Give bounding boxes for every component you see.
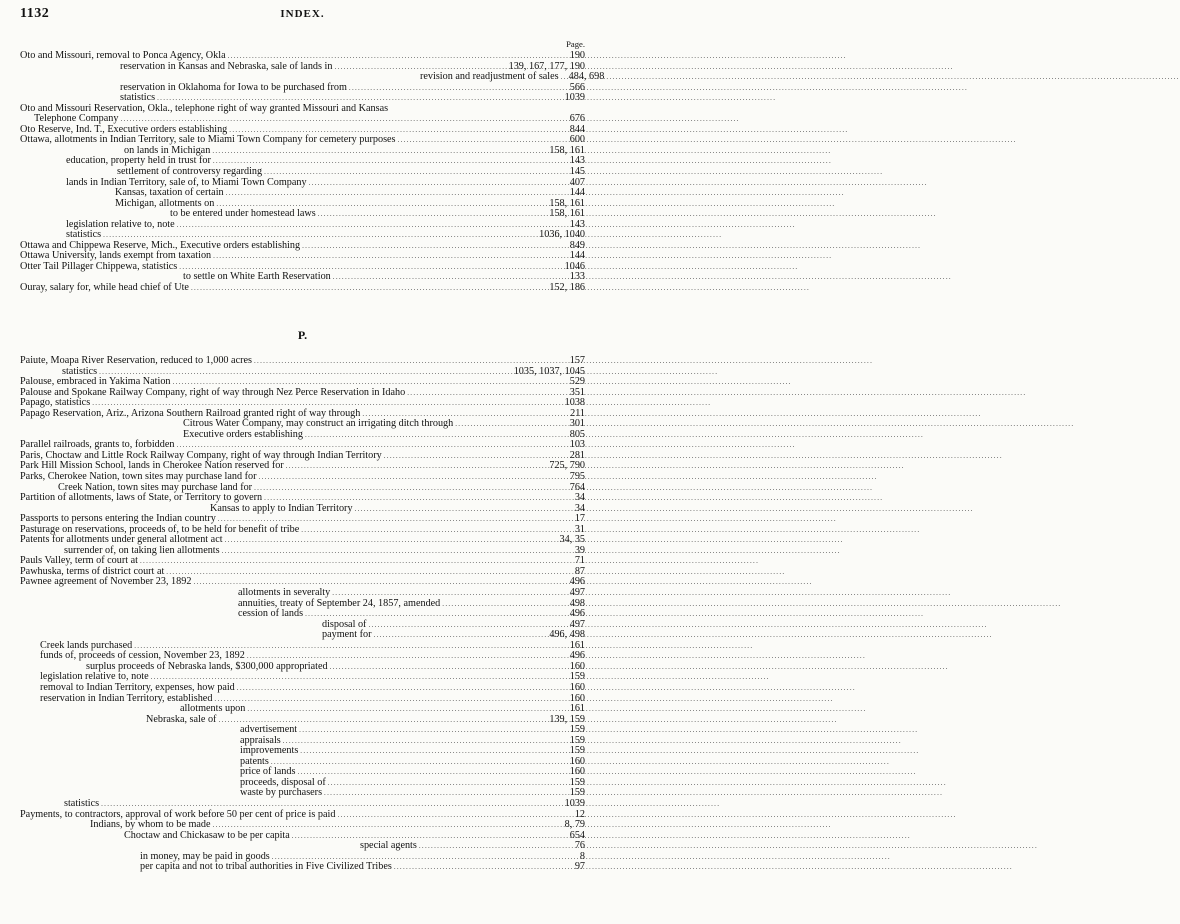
entry-text: Ottawa and Chippewa Reserve, Mich., Executive orders establishing bbox=[20, 239, 301, 251]
entry-text: Pawhuska, terms of district court at bbox=[20, 565, 165, 577]
dot-leader bbox=[264, 167, 568, 178]
dot-leader bbox=[283, 736, 568, 747]
entry-page-ref: 497 bbox=[569, 618, 585, 630]
entry-text: Patents for allotments under general allotment act bbox=[20, 534, 223, 546]
entry-text: statistics bbox=[66, 229, 102, 241]
index-section-o bbox=[20, 38, 605, 294]
dot-leader bbox=[214, 694, 567, 705]
entry-page-ref: 725, 790 bbox=[549, 460, 585, 472]
entry-page-ref: 161 bbox=[569, 703, 585, 715]
entry-text: Indians, by whom to be made bbox=[90, 819, 211, 831]
dot-leader bbox=[330, 662, 568, 673]
dot-leader bbox=[318, 209, 548, 220]
entry-page-ref: 8, 79 bbox=[564, 819, 585, 831]
entry-page-ref: 849 bbox=[569, 239, 585, 251]
entry-page-ref: 654 bbox=[569, 829, 585, 841]
entry-text: funds of, proceeds of cession, November 23, 1892 bbox=[40, 650, 245, 662]
dot-leader bbox=[299, 725, 568, 736]
entry-page-ref: 676 bbox=[569, 113, 585, 125]
entry-page-ref: 34 bbox=[574, 492, 585, 504]
entry-page-ref: 301 bbox=[569, 418, 585, 430]
entry-page-ref: 795 bbox=[569, 471, 585, 483]
page-column-label: Page. bbox=[566, 39, 585, 49]
entry-text: Pasturage on reservations, proceeds of, to be held for benefit of tribe bbox=[20, 523, 300, 535]
dot-leader bbox=[292, 831, 568, 842]
index-entry bbox=[20, 135, 585, 146]
entry-page-ref: 805 bbox=[569, 428, 585, 440]
entry-text: legislation relative to, note bbox=[66, 218, 175, 230]
dot-leader bbox=[259, 472, 568, 483]
entry-text: Citrous Water Company, may construct an irrigating ditch through bbox=[183, 418, 454, 430]
entry-page-ref: 34, 35 bbox=[559, 534, 585, 546]
dot-leader bbox=[225, 535, 558, 546]
dot-leader bbox=[286, 461, 548, 472]
index-entry bbox=[20, 620, 585, 631]
entry-page-ref: 139, 167, 177, 190 bbox=[508, 60, 585, 72]
entry-page-ref: 133 bbox=[569, 271, 585, 283]
index-entry bbox=[20, 736, 585, 747]
entry-text: education, property held in trust for bbox=[66, 155, 211, 167]
entry-text: appraisals bbox=[240, 734, 281, 746]
entry-text: revision and readjustment of sales bbox=[420, 71, 559, 83]
dot-leader bbox=[561, 72, 567, 83]
entry-page-ref: 529 bbox=[569, 376, 585, 388]
entry-text: special agents bbox=[360, 840, 417, 852]
entry-page-ref: 1039 bbox=[564, 92, 585, 104]
entry-page-ref: 159 bbox=[569, 745, 585, 757]
index-entry bbox=[20, 788, 585, 799]
entry-page-ref: 844 bbox=[569, 123, 585, 135]
index-section-p bbox=[20, 356, 585, 873]
entry-page-ref: 1035, 1037, 1045 bbox=[513, 365, 585, 377]
entry-page-ref: 1036, 1040 bbox=[539, 229, 585, 241]
index-entry bbox=[20, 862, 585, 873]
index-entry bbox=[20, 51, 585, 62]
page-number: 1132 bbox=[20, 6, 50, 21]
entry-page-ref: 143 bbox=[569, 218, 585, 230]
dot-leader bbox=[300, 746, 567, 757]
entry-text: statistics bbox=[120, 92, 156, 104]
entry-text: Pawnee agreement of November 23, 1892 bbox=[20, 576, 192, 588]
entry-page-ref: 159 bbox=[569, 724, 585, 736]
entry-text: reservation in Oklahoma for Iowa to be purchased from bbox=[120, 81, 347, 93]
index-entry bbox=[20, 588, 585, 599]
index-entry bbox=[20, 188, 585, 199]
entry-text: statistics bbox=[62, 365, 98, 377]
index-entry bbox=[20, 715, 585, 726]
entry-text: reservation in Kansas and Nebraska, sale of lands in bbox=[120, 60, 333, 72]
entry-page-ref: 159 bbox=[569, 787, 585, 799]
dot-leader bbox=[328, 778, 568, 789]
entry-text: Oto and Missouri, removal to Ponca Agency, Okla bbox=[20, 50, 226, 61]
dot-leader bbox=[368, 620, 567, 631]
dot-leader bbox=[254, 356, 568, 367]
entry-text: Creek Nation, town sites may purchase land for bbox=[58, 481, 253, 493]
entry-page-ref: 1046 bbox=[564, 260, 585, 272]
entry-text: Oto and Missouri Reservation, Okla., telephone right of way granted Missouri and Kansas bbox=[20, 102, 389, 114]
entry-text: Michigan, allotments on bbox=[115, 197, 215, 209]
entry-page-ref: 97 bbox=[574, 861, 585, 873]
dot-leader bbox=[374, 630, 548, 641]
dot-leader bbox=[177, 220, 568, 231]
entry-page-ref: 497 bbox=[569, 587, 585, 599]
index-entry bbox=[20, 356, 585, 367]
dot-leader bbox=[212, 146, 547, 157]
dot-leader bbox=[222, 546, 573, 557]
entry-page-ref: 1039 bbox=[564, 797, 585, 809]
index-entry bbox=[20, 704, 585, 715]
entry-text: allotments in severalty bbox=[238, 587, 331, 599]
entry-page-ref: 484, 698 bbox=[568, 71, 605, 83]
index-entry bbox=[20, 283, 585, 294]
entry-page-ref: 160 bbox=[569, 660, 585, 672]
index-entry bbox=[20, 841, 585, 852]
entry-page-ref: 496 bbox=[569, 608, 585, 620]
dot-leader bbox=[309, 178, 568, 189]
entry-text: disposal of bbox=[322, 618, 367, 630]
entry-text: Kansas to apply to Indian Territory bbox=[210, 502, 353, 514]
entry-text: surplus proceeds of Nebraska lands, $300,000 appropriated bbox=[86, 660, 328, 672]
entry-text: Otter Tail Pillager Chippewa, statistics bbox=[20, 260, 178, 272]
dot-leader bbox=[442, 599, 567, 610]
entry-page-ref: 76 bbox=[574, 840, 585, 852]
entry-text: price of lands bbox=[240, 766, 296, 778]
dot-leader bbox=[398, 135, 568, 146]
index-entry bbox=[20, 799, 585, 810]
dot-leader bbox=[228, 51, 568, 62]
entry-text: settlement of controversy regarding bbox=[117, 166, 263, 178]
entry-text: Executive orders establishing bbox=[183, 428, 303, 440]
dot-leader bbox=[455, 419, 567, 430]
entry-page-ref: 103 bbox=[569, 439, 585, 451]
index-entry bbox=[20, 694, 585, 705]
index-entry bbox=[20, 746, 585, 757]
index-entry bbox=[20, 167, 585, 178]
dot-leader bbox=[302, 241, 568, 252]
entry-page-ref: 158, 161 bbox=[549, 197, 585, 209]
entry-text: to be entered under homestead laws bbox=[170, 208, 316, 220]
entry-text: in money, may be paid in goods bbox=[140, 850, 270, 862]
dot-leader bbox=[333, 272, 568, 283]
entry-text: patents bbox=[240, 755, 269, 767]
entry-page-ref: 152, 186 bbox=[549, 282, 585, 294]
dot-leader bbox=[305, 430, 568, 441]
dot-leader bbox=[297, 767, 567, 778]
entry-page-ref: 498 bbox=[569, 597, 585, 609]
entry-page-ref: 39 bbox=[574, 544, 585, 556]
entry-page-ref: 158, 161 bbox=[549, 144, 585, 156]
dot-leader bbox=[324, 788, 568, 799]
entry-text: legislation relative to, note bbox=[40, 671, 149, 683]
entry-page-ref: 143 bbox=[569, 155, 585, 167]
entry-page-ref: 31 bbox=[574, 523, 585, 535]
entry-text: Pauls Valley, term of court at bbox=[20, 555, 138, 567]
entry-text: annuities, treaty of September 24, 1857, amended bbox=[238, 597, 441, 609]
dot-leader bbox=[101, 799, 563, 810]
entry-text: lands in Indian Territory, sale of, to Miami Town Company bbox=[66, 176, 307, 188]
entry-page-ref: 159 bbox=[569, 776, 585, 788]
entry-page-ref: 161 bbox=[569, 639, 585, 651]
index-entry bbox=[20, 725, 585, 736]
index-entry bbox=[20, 83, 585, 94]
entry-page-ref: 8 bbox=[579, 850, 585, 862]
entry-text: to settle on White Earth Reservation bbox=[183, 271, 331, 283]
entry-text: proceeds, disposal of bbox=[240, 776, 326, 788]
entry-text: Telephone Company bbox=[34, 113, 119, 125]
dot-leader bbox=[271, 757, 568, 768]
entry-page-ref: 71 bbox=[574, 555, 585, 567]
entry-page-ref: 211 bbox=[570, 407, 585, 419]
entry-page-ref: 600 bbox=[569, 134, 585, 146]
entry-page-ref: 281 bbox=[569, 449, 585, 461]
entry-text: improvements bbox=[240, 745, 299, 757]
entry-text: Creek lands purchased bbox=[40, 639, 133, 651]
entry-text: waste by purchasers bbox=[240, 787, 323, 799]
dot-leader bbox=[226, 188, 568, 199]
section-heading-p: P. bbox=[297, 328, 308, 342]
entry-text: Paris, Choctaw and Little Rock Railway Company, right of way through Indian Territory bbox=[20, 449, 382, 461]
entry-page-ref: 764 bbox=[569, 481, 585, 493]
index-entry bbox=[20, 220, 585, 231]
dot-leader bbox=[355, 504, 573, 515]
entry-text: reservation in Indian Territory, established bbox=[40, 692, 213, 704]
entry-text: Kansas, taxation of certain bbox=[115, 187, 224, 199]
index-entry bbox=[20, 820, 585, 831]
index-entry bbox=[20, 683, 585, 694]
index-entry bbox=[20, 757, 585, 768]
entry-text: Payments, to contractors, approval of work before 50 per cent of price is paid bbox=[20, 808, 336, 820]
index-entry bbox=[20, 472, 585, 483]
entry-text: Passports to persons entering the Indian country bbox=[20, 513, 216, 525]
dot-leader bbox=[247, 704, 567, 715]
entry-page-ref: 190 bbox=[569, 50, 585, 61]
entry-page-ref: 87 bbox=[574, 565, 585, 577]
entry-text: Papago Reservation, Ariz., Arizona Southern Railroad granted right of way through bbox=[20, 407, 361, 419]
entry-text: Palouse and Spokane Railway Company, right of way through Nez Perce Reservation in Idaho bbox=[20, 386, 406, 398]
dot-leader bbox=[213, 156, 568, 167]
entry-text: advertisement bbox=[240, 724, 298, 736]
dot-leader bbox=[254, 483, 568, 494]
entry-text: Choctaw and Chickasaw to be per capita bbox=[124, 829, 290, 841]
index-entry bbox=[20, 609, 585, 620]
dot-leader bbox=[140, 556, 573, 567]
dot-leader bbox=[237, 683, 568, 694]
entry-text: Palouse, embraced in Yakima Nation bbox=[20, 376, 171, 388]
entry-page-ref: 12 bbox=[574, 808, 585, 820]
entry-page-ref: 496 bbox=[569, 576, 585, 588]
entry-page-ref: 407 bbox=[569, 176, 585, 188]
dot-leader bbox=[332, 588, 567, 599]
entry-page-ref: 160 bbox=[569, 766, 585, 778]
entry-page-ref: 17 bbox=[574, 513, 585, 525]
entry-text: Parallel railroads, grants to, forbidden bbox=[20, 439, 175, 451]
entry-text: surrender of, on taking lien allotments bbox=[64, 544, 220, 556]
entry-page-ref: 157 bbox=[569, 355, 585, 366]
page-header bbox=[20, 4, 585, 24]
dot-leader bbox=[213, 251, 568, 262]
entry-text: Park Hill Mission School, lands in Cherokee Nation reserved for bbox=[20, 460, 284, 472]
dot-leader bbox=[419, 841, 573, 852]
entry-text: allotments upon bbox=[180, 703, 246, 715]
entry-page-ref: 1038 bbox=[564, 397, 585, 409]
dot-leader bbox=[349, 83, 568, 94]
entry-page-ref: 160 bbox=[569, 755, 585, 767]
entry-text: Papago, statistics bbox=[20, 397, 91, 409]
entry-page-ref: 159 bbox=[569, 671, 585, 683]
dot-leader bbox=[191, 283, 547, 294]
entry-page-ref: 496 bbox=[569, 650, 585, 662]
entry-text: per capita and not to tribal authorities in Five Civilized Tribes bbox=[140, 861, 392, 873]
entry-page-ref: 160 bbox=[569, 692, 585, 704]
entry-text: Parks, Cherokee Nation, town sites may purchase land for bbox=[20, 471, 257, 483]
entry-page-ref: 139, 159 bbox=[549, 713, 585, 725]
entry-text: Ottawa University, lands exempt from taxation bbox=[20, 250, 212, 262]
index-entry bbox=[20, 388, 585, 399]
entry-text: Ottawa, allotments in Indian Territory, sale to Miami Town Company for cemetery purposes bbox=[20, 134, 396, 146]
dot-leader bbox=[394, 862, 573, 873]
entry-page-ref: 496, 498 bbox=[549, 629, 585, 641]
entry-page-ref: 34 bbox=[574, 502, 585, 514]
entry-page-ref: 144 bbox=[569, 187, 585, 199]
entry-page-ref: 160 bbox=[569, 681, 585, 693]
entry-text: Partition of allotments, laws of State, or Territory to govern bbox=[20, 492, 263, 504]
entry-text: Oto Reserve, Ind. T., Executive orders establishing bbox=[20, 123, 228, 135]
entry-page-ref: 159 bbox=[569, 734, 585, 746]
entry-text: Nebraska, sale of bbox=[146, 713, 217, 725]
dot-leader bbox=[384, 451, 568, 462]
index-entry bbox=[20, 178, 585, 189]
entry-page-ref: 566 bbox=[569, 81, 585, 93]
index-entry bbox=[20, 831, 585, 842]
entry-text: on lands in Michigan bbox=[124, 144, 211, 156]
entry-text: payment for bbox=[322, 629, 372, 641]
entry-text: Paiute, Moapa River Reservation, reduced to 1,000 acres bbox=[20, 355, 252, 366]
entry-text: removal to Indian Territory, expenses, how paid bbox=[40, 681, 235, 693]
dot-leader bbox=[337, 810, 572, 821]
dot-leader bbox=[166, 567, 573, 578]
entry-page-ref: 144 bbox=[569, 250, 585, 262]
dot-leader bbox=[407, 388, 567, 399]
entry-page-ref: 158, 161 bbox=[549, 208, 585, 220]
entry-page-ref: 351 bbox=[569, 386, 585, 398]
dot-leader bbox=[301, 525, 573, 536]
entry-text: cession of lands bbox=[238, 608, 304, 620]
entry-text: Ouray, salary for, while head chief of Ute bbox=[20, 282, 189, 294]
index-entry bbox=[20, 156, 585, 167]
entry-page-ref: 145 bbox=[569, 166, 585, 178]
entry-text: statistics bbox=[64, 797, 100, 809]
page-title: INDEX. bbox=[280, 8, 325, 20]
